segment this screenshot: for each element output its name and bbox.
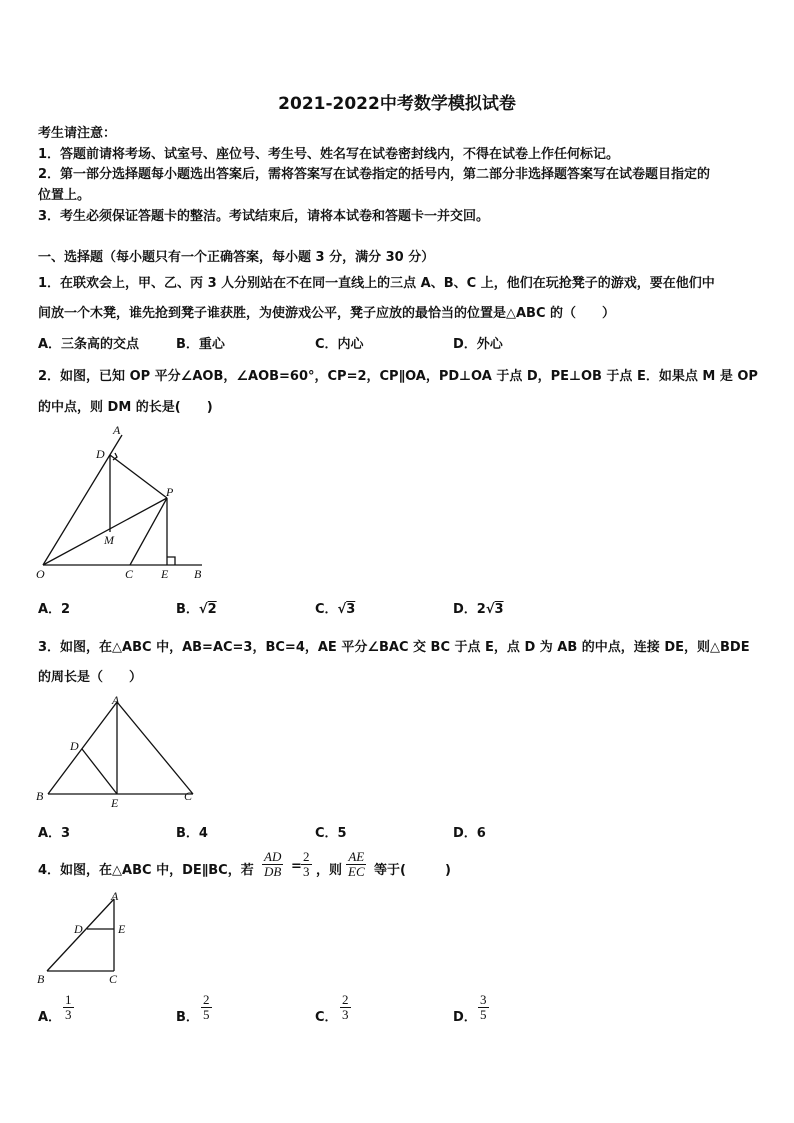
q2-option-d-label: D．2: [453, 602, 486, 617]
q2-option-c-radicand: 3: [346, 602, 356, 617]
fraction-denominator: 3: [342, 1007, 349, 1022]
label-m: M: [104, 533, 114, 547]
q4-option-b-fraction: [201, 993, 212, 1022]
fraction-numerator: 1: [65, 992, 72, 1007]
fraction-numerator: 2: [303, 849, 310, 864]
label-c: C: [184, 789, 193, 803]
label-b: B: [37, 972, 45, 986]
label-b: B: [36, 789, 44, 803]
q2-option-d-radicand: 3: [494, 602, 504, 617]
label-a: A: [112, 693, 120, 707]
q4-option-a-fraction: [63, 993, 74, 1022]
fraction-numerator: AE: [348, 849, 365, 864]
option-label: C．: [315, 1010, 338, 1025]
label-a: A: [111, 889, 119, 903]
page-title: 2021-2022中考数学模拟试卷: [278, 94, 516, 114]
q4-fraction-2-3: [301, 850, 312, 879]
q3-option-b: B．4: [176, 826, 208, 841]
q4-fraction-ae-ec: [346, 850, 367, 879]
q4-equals: =: [291, 859, 302, 874]
sqrt-icon: √: [337, 602, 347, 617]
q3-stem-line1: 3．如图，在△ABC 中，AB=AC=3，BC=4，AE 平分∠BAC 交 BC 于点 E，点 D 为 AB 的中点，连接 DE，则△BDE: [38, 640, 750, 655]
q2-option-c: [315, 598, 355, 617]
option-label: B．: [176, 1010, 199, 1025]
fraction-denominator: 5: [203, 1007, 210, 1022]
q3-stem-line2: 的周长是（ ）: [38, 670, 143, 685]
sqrt-icon: √: [485, 602, 495, 617]
q1-option-d: D．外心: [453, 337, 503, 352]
q2-stem-line1: 2．如图，已知 OP 平分∠AOB，∠AOB=60°，CP=2，CP∥OA，PD⊥OA 于点 D，PE⊥OB 于点 E．如果点 M 是 OP: [38, 369, 758, 384]
q3-figure: [30, 692, 205, 812]
q2-option-b: [176, 598, 217, 617]
q4-fraction-ad-db: [262, 850, 283, 879]
option-label: A．: [38, 1010, 62, 1025]
q1-option-b: B．重心: [176, 337, 225, 352]
q4-option-d-fraction: [478, 993, 489, 1022]
q4-option-c-fraction: [340, 993, 351, 1022]
q4-option-c: [315, 1006, 338, 1025]
fraction-numerator: 2: [203, 992, 210, 1007]
right-angle-e: [167, 557, 175, 565]
fraction-numerator: AD: [264, 849, 282, 864]
q2-stem-line2: 的中点，则 DM 的长是( ): [38, 400, 213, 415]
notice-item-1: 1．答题前请将考场、试室号、座位号、考生号、姓名写在试卷密封线内，不得在试卷上作任何标记。: [38, 147, 620, 162]
q1-stem-line2: 间放一个木凳，谁先抢到凳子谁获胜，为使游戏公平，凳子应放的最恰当的位置是△ABC 的（ ）: [38, 306, 616, 321]
q3-option-a: A．3: [38, 826, 71, 841]
notice-heading: 考生请注意：: [38, 126, 117, 141]
sqrt-icon: √: [198, 602, 208, 617]
fraction-numerator: 3: [480, 992, 487, 1007]
segment-de: [82, 749, 117, 794]
label-b: B: [194, 567, 202, 581]
q3-option-d: D．6: [453, 826, 486, 841]
segment-dp: [110, 455, 167, 498]
q2-option-c-label: C．: [315, 602, 338, 617]
q1-option-a: A．三条高的交点: [38, 337, 140, 352]
q2-option-b-label: B．: [176, 602, 199, 617]
fraction-denominator: 3: [65, 1007, 72, 1022]
q4-option-b: [176, 1006, 199, 1025]
label-p: P: [166, 485, 174, 499]
label-d: D: [96, 447, 105, 461]
q2-option-b-radicand: 2: [207, 602, 217, 617]
label-e: E: [118, 922, 126, 936]
label-d: D: [70, 739, 79, 753]
q4-option-a: [38, 1006, 61, 1025]
right-angle-d: [113, 453, 117, 460]
q2-figure: [30, 420, 215, 585]
notice-item-3: 3．考生必须保证答题卡的整洁。考试结束后，请将本试卷和答题卡一并交回。: [38, 209, 490, 224]
fraction-denominator: DB: [264, 864, 282, 879]
option-label: D．: [453, 1010, 477, 1025]
segment-ac: [117, 702, 193, 794]
notice-item-2-cont: 位置上。: [38, 188, 91, 203]
q4-stem-suffix: 等于( ): [374, 863, 451, 878]
label-c: C: [125, 567, 134, 581]
label-e: E: [161, 567, 169, 581]
q4-option-d: [453, 1006, 477, 1025]
q2-option-d: [453, 598, 504, 617]
label-a: A: [113, 423, 121, 437]
label-c: C: [109, 972, 118, 986]
fraction-denominator: 3: [303, 864, 310, 879]
q4-figure: [30, 885, 140, 990]
label-o: O: [36, 567, 45, 581]
q1-stem-line1: 1．在联欢会上，甲、乙、丙 3 人分别站在不在同一直线上的三点 A、B、C 上，他们在玩抢凳子的游戏，要在他们中: [38, 276, 715, 291]
notice-item-2: 2．第一部分选择题每小题选出答案后，需将答案写在试卷指定的括号内，第二部分非选择题答案写在试卷题目指定的: [38, 167, 711, 182]
q1-option-c: C．内心: [315, 337, 364, 352]
q4-stem-mid: ，则: [316, 863, 343, 878]
q4-stem-prefix: 4．如图，在△ABC 中，DE∥BC，若: [38, 863, 254, 878]
q3-option-c: C．5: [315, 826, 347, 841]
label-e: E: [111, 796, 119, 810]
fraction-numerator: 2: [342, 992, 349, 1007]
fraction-denominator: 5: [480, 1007, 487, 1022]
section-heading: 一、选择题（每小题只有一个正确答案，每小题 3 分，满分 30 分）: [38, 250, 435, 265]
fraction-denominator: EC: [348, 864, 365, 879]
q2-option-a: A．2: [38, 602, 71, 617]
label-d: D: [74, 922, 83, 936]
